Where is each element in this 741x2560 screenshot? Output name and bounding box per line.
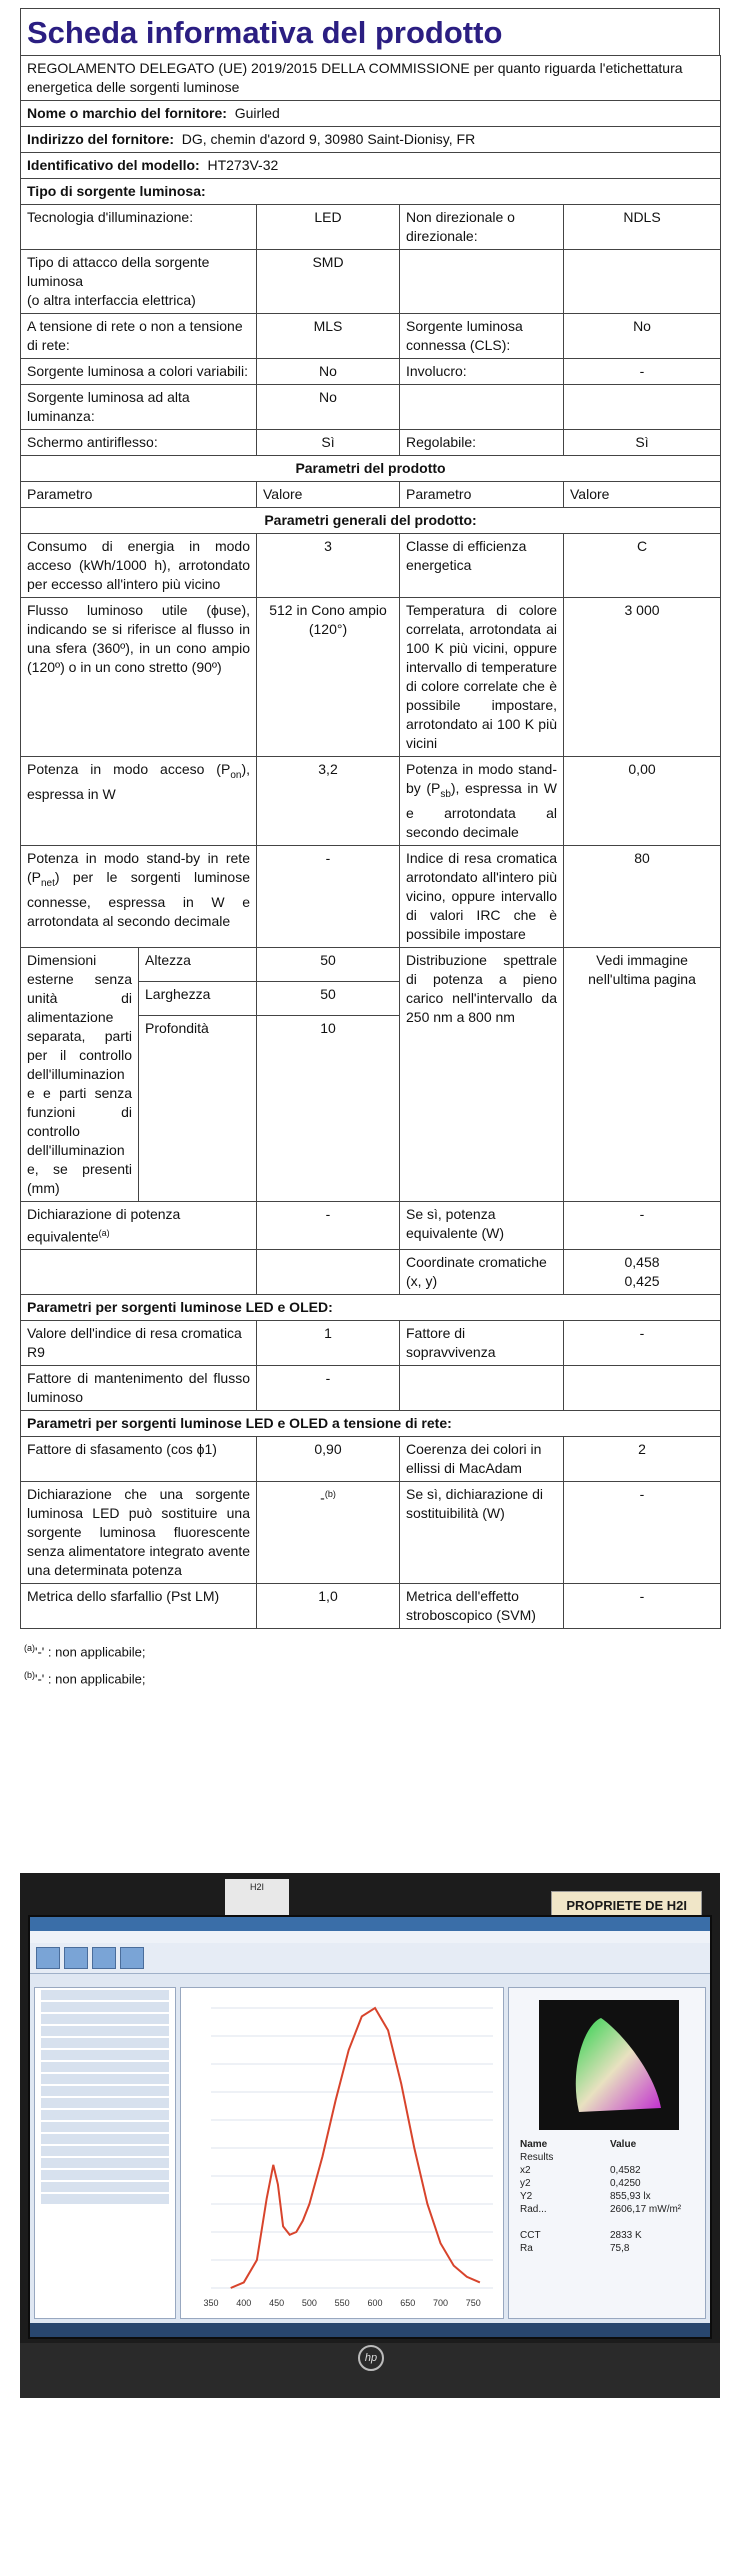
param-row: Potenza in modo stand-by in rete $(P_{net})$ per le sorgenti luminose connesse, espressa in W e arrotondata al secondo decimale - Indice di resa cromatica arrotondato all'intero più vicino, oppure intervallo di valori IRC che è possibile impostare 80 — [21, 845, 721, 947]
param-row: Fattore di mantenimento del flusso luminoso - — [21, 1366, 721, 1411]
regulation-text: REGOLAMENTO DELEGATO (UE) 2019/2015 DELLA COMMISSIONE per quanto riguarda l'etichettatura energetica delle sorgenti luminose — [21, 56, 721, 101]
spectrum-chart — [180, 1987, 504, 2319]
x-tick-label: 350 — [203, 2298, 219, 2308]
laptop-screen — [28, 1915, 712, 2339]
toolbar — [30, 1943, 710, 1974]
cie-diagram — [539, 2000, 679, 2130]
spectrum-svg — [181, 1988, 503, 2318]
x-tick-label: 650 — [400, 2298, 416, 2308]
result-row: Rad... 2606,17 mW/m² — [520, 2204, 682, 2215]
x-tick-label: 400 — [236, 2298, 252, 2308]
x-tick-label: 600 — [367, 2298, 383, 2308]
page-title: Scheda informativa del prodotto — [20, 8, 720, 55]
param-row: Potenza in modo acceso $(P_{on})$, espressa in W 3,2 Potenza in modo stand-by $(P_{sb})$, espressa in W e arrotondata al secondo decimale 0,00 — [21, 757, 721, 846]
led-params-header: Parametri per sorgenti luminose LED e OLED: — [21, 1295, 721, 1321]
measurement-tree — [34, 1987, 176, 2319]
settings-icon — [120, 1947, 144, 1969]
x-tick-label: 450 — [269, 2298, 285, 2308]
column-header-row: Parametro Valore Parametro Valore — [21, 482, 721, 508]
footnotes — [20, 1637, 720, 1690]
type-row: A tensione di rete o non a tensione di rete: MLS Sorgente luminosa connessa (CLS): No — [21, 314, 721, 359]
result-row: y2 0,4250 — [520, 2178, 641, 2189]
result-row: Y2 855,93 lx — [520, 2191, 651, 2202]
led-mains-params-header: Parametri per sorgenti luminose LED e OLED a tensione di rete: — [21, 1411, 721, 1437]
footnote: $^{(b)}$'-' : non applicabile; — [24, 1669, 146, 1687]
x-tick-label: 750 — [465, 2298, 481, 2308]
type-row: Tecnologia d'illuminazione: LED Non direzionale o direzionale: NDLS — [21, 205, 721, 250]
info-table — [20, 55, 721, 1629]
dimension-row: Larghezza 50 — [21, 981, 721, 1015]
type-row: Tipo di attacco della sorgente luminosa (o altra interfaccia elettrica) SMD — [21, 250, 721, 314]
laptop-logo-icon: hp — [358, 2345, 384, 2371]
dimension-label: Dimensioni esterne senza unità di alimentazione separata, parti per il controllo dell'illuminazione e parti senza funzioni di controllo dell'illuminazione, se presenti (mm) — [21, 947, 139, 1201]
param-row: Consumo di energia in modo acceso (kWh/1000 h), arrotondato per eccesso all'intero più vicino 3 Classe di efficienza energetica C — [21, 534, 721, 598]
supplier-address-row: Indirizzo del fornitore: DG, chemin d'azord 9, 30980 Saint-Dionisy, FR — [21, 127, 721, 153]
general-params-header: Parametri generali del prodotto: — [21, 508, 721, 534]
type-row: Sorgente luminosa ad alta luminanza: No — [21, 385, 721, 430]
result-row: CCT 2833 K — [520, 2230, 642, 2241]
param-row: Metrica dello sfarfallio (Pst LM) 1,0 Metrica dell'effetto stroboscopico (SVM) - — [21, 1584, 721, 1629]
measurement-photo — [20, 1873, 720, 2398]
source-type-label: Tipo di sorgente luminosa: — [21, 179, 721, 205]
taskbar — [30, 2323, 710, 2337]
param-row: Valore dell'indice di resa cromatica R9 1 Fattore di sopravvivenza - — [21, 1321, 721, 1366]
param-row: Coordinate cromatiche (x, y) 0,458 0,425 — [21, 1250, 721, 1295]
model-id-row: Identificativo del modello: HT273V-32 — [21, 153, 721, 179]
supplier-name-row: Nome o marchio del fornitore: Guirled — [21, 101, 721, 127]
product-params-header: Parametri del prodotto — [21, 456, 721, 482]
product-sheet — [20, 8, 720, 1690]
type-row: Sorgente luminosa a colori variabili: No Involucro: - — [21, 359, 721, 385]
x-tick-label: 550 — [334, 2298, 350, 2308]
param-row: Flusso luminoso utile (ϕuse), indicando se si riferisce al flusso in una sfera (360º), in un cono ampio (120º) o in un cono stretto (90º) 512 in Cono ampio (120°) Temperatura di colore correlata, arrotondata ai 100 K più vicini, oppure intervallo di temperature di colore correlate che è possibile impostare, arrotondato ai 100 K più vicini 3 000 — [21, 598, 721, 757]
dimension-row: Profondità 10 — [21, 1015, 721, 1201]
x-tick-label: 700 — [433, 2298, 449, 2308]
save-icon — [64, 1947, 88, 1969]
measure-icon — [92, 1947, 116, 1969]
window-titlebar — [30, 1917, 710, 1931]
result-row: x2 0,4582 — [520, 2165, 641, 2176]
results-table: Name Value Results x2 0,4582 y2 0,4250 Y2 855,93 lx Rad... 2606,17 mW/m² CCT 2833 K Ra 75,8 — [517, 2138, 697, 2255]
type-row: Schermo antiriflesso: Sì Regolabile: Sì — [21, 430, 721, 456]
result-row: Ra 75,8 — [520, 2243, 630, 2254]
asset-sticker: H2I — [225, 1879, 289, 1921]
param-row: Fattore di sfasamento (cos ϕ1) 0,90 Coerenza dei colori in ellissi di MacAdam 2 — [21, 1437, 721, 1482]
param-row: Dichiarazione che una sorgente luminosa LED può sostituire una sorgente luminosa fluorescente senza alimentatore integrato avente una determinata potenza -$^{(b)}$ Se sì, dichiarazione di sostituibilità (W) - — [21, 1482, 721, 1584]
x-tick-label: 500 — [301, 2298, 317, 2308]
footnote: $^{(a)}$'-' : non applicabile; — [24, 1643, 146, 1660]
param-row: Dichiarazione di potenza equivalente$^{(a)}$ - Se sì, potenza equivalente (W) - — [21, 1201, 721, 1250]
results-panel — [508, 1987, 706, 2319]
dimension-row: Dimensioni esterne senza unità di alimentazione separata, parti per il controllo dell'illuminazione e parti senza funzioni di controllo dell'illuminazione, se presenti (mm) Altezza 50 Distribuzione spettrale di potenza a pieno carico nell'intervallo da 250 nm a 800 nm Vedi immagine nell'ultima pagina — [21, 947, 721, 981]
menu-bar — [30, 1931, 710, 1943]
property-label: PROPRIETE DE H2I — [551, 1891, 702, 1920]
open-icon — [36, 1947, 60, 1969]
